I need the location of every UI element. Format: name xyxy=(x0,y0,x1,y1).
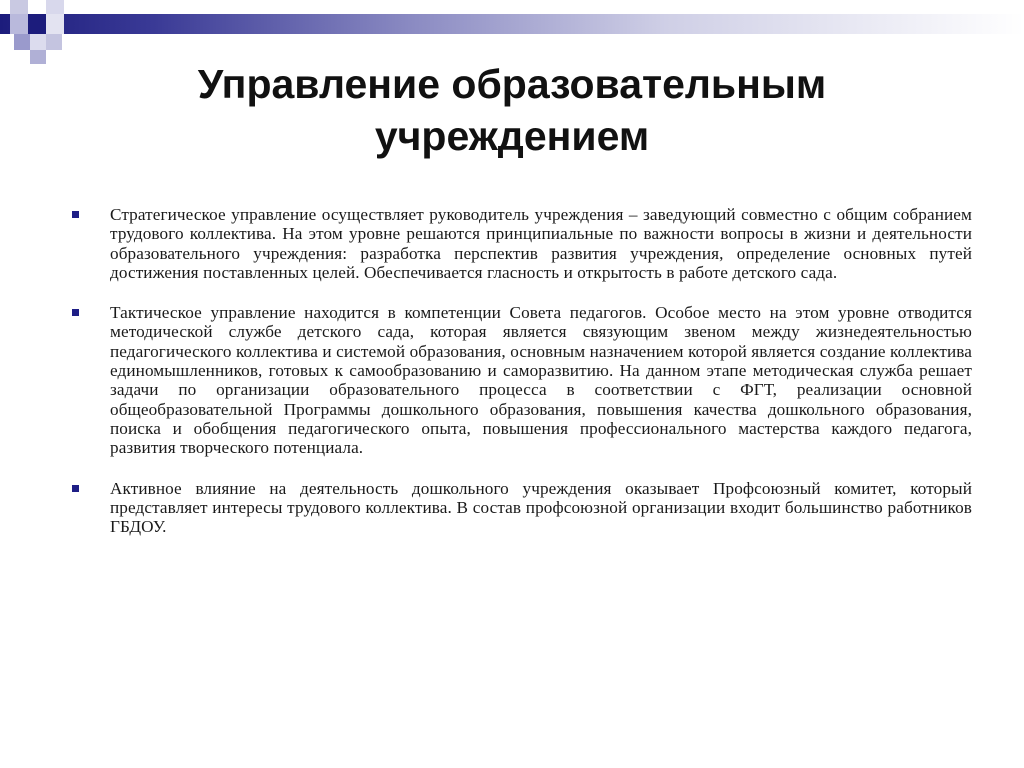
square-bullet-icon xyxy=(72,309,79,316)
slide-title: Управление образовательным учреждением xyxy=(197,61,827,159)
bullet-item-strategic xyxy=(66,205,972,282)
bullet-text: Тактическое управление находится в компетенции Совета педагогов. Особое место на этом уровне отводится методической службе детского сада, которая является связующим звеном между жизнедеятельностью педагогического коллектива и системой образования, основным назначением которой является создание коллектива единомышленников, готовых к самообразованию и саморазвитию. На данном этапе методическая служба решает задачи по организации образовательного процесса в соответствии с ФГТ, реализации основной общеобразовательной Программы дошкольного образования, повышения качества дошкольного образования, поиска и обобщения педагогического опыта, повышения профессионального мастерства каждого педагога, развития творческого потенциала. xyxy=(110,303,972,458)
square-bullet-icon xyxy=(72,211,79,218)
bullet-text: Стратегическое управление осуществляет руководитель учреждения – заведующий совместно с общим собранием трудового коллектива. На этом уровне решаются принципиальные по важности вопросы в жизни и деятельности образовательного учреждения: разработка перспектив развития учреждения, определение основных путей достижения поставленных целей. Обеспечивается гласность и открытость в работе детского сада. xyxy=(110,205,972,282)
bullet-list xyxy=(66,205,972,557)
decorative-squares-icon xyxy=(0,0,80,70)
square-bullet-icon xyxy=(72,485,79,492)
bullet-item-union xyxy=(66,479,972,537)
header-gradient-band xyxy=(0,14,1024,34)
bullet-text: Активное влияние на деятельность дошкольного учреждения оказывает Профсоюзный комитет, который представляет интересы трудового коллектива. В состав профсоюзной организации входит большинство работников ГБДОУ. xyxy=(110,478,972,537)
bullet-item-tactical xyxy=(66,303,972,457)
